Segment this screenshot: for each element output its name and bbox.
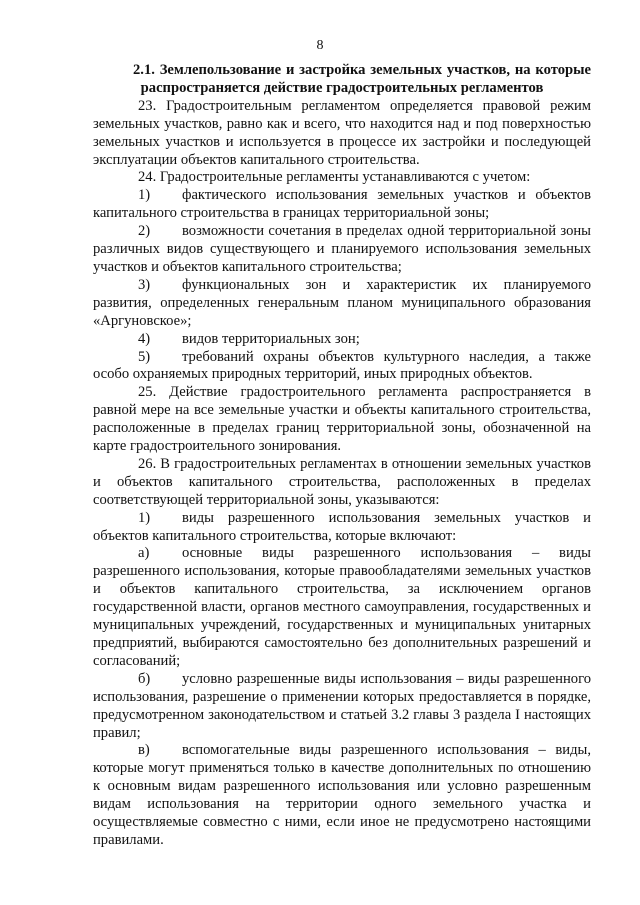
section-heading: 2.1. Землепользование и застройка земельных участков, на которые распространяется действие градостроительных регламентов bbox=[133, 62, 591, 96]
paragraph-25: 25. Действие градостроительного регламента распространяется в равной мере на все земельные участки и объекты капитального строительства, расположенные в пределах границ территориальной зоны, обозначенной на карте градостроительного зонирования. bbox=[93, 384, 591, 455]
paragraph-26: 26. В градостроительных регламентах в отношении земельных участков и объектов капитального строительства, расположенных в пределах соответствующей территориальной зоны, указываются: bbox=[93, 455, 591, 508]
page-number: 8 bbox=[316, 38, 324, 53]
list-item-4: 4) видов территориальных зон; bbox=[138, 330, 360, 347]
document-body bbox=[93, 62, 591, 850]
list-item-b: б) условно разрешенные виды использования – виды разрешенного использования, разрешение о применении которых предоставляется в порядке, предусмотренном законодательством и статьей 3.2 главы 3 раздела I настоящих правил; bbox=[93, 670, 591, 741]
list-item-5: 5) требований охраны объектов культурного наследия, а также особо охраняемых природных территорий, иных природных объектов. bbox=[93, 348, 591, 383]
list-item-a: а) основные виды разрешенного использования – виды разрешенного использования, которые правообладателями земельных участков и объектов капитального строительства, за исключением органов государственной власти, органов местного самоуправления, государственных и муниципальных учреждений, государственных и муниципальных унитарных предприятий, выбираются самостоятельно без дополнительных разрешений и согласований; bbox=[93, 545, 591, 669]
paragraph-24: 24. Градостроительные регламенты устанавливаются с учетом: bbox=[138, 169, 531, 186]
list-item-26-1: 1) виды разрешенного использования земельных участков и объектов капитального строительства, которые включают: bbox=[93, 509, 591, 544]
list-item-v: в) вспомогательные виды разрешенного использования – виды, которые могут применяться только в качестве дополнительных по отношению к основным видам разрешенного использования или условно разрешенным видам использования на территории одного земельного участка и осуществляемые совместно с ними, если иное не предусмотрено настоящими правилами. bbox=[93, 742, 591, 848]
list-item-2: 2) возможности сочетания в пределах одной территориальной зоны различных видов существующего и планируемого использования земельных участков и объектов капитального строительства; bbox=[93, 223, 591, 275]
paragraph-23: 23. Градостроительным регламентом определяется правовой режим земельных участков, равно как и всего, что находится над и под поверхностью земельных участков и используется в процессе их застройки и последующей эксплуатации объектов капитального строительства. bbox=[93, 97, 591, 168]
list-item-3: 3) функциональных зон и характеристик их планируемого развития, определенных генеральным планом муниципального образования «Аргуновское»; bbox=[93, 276, 591, 329]
list-item-1: 1) фактического использования земельных участков и объектов капитального строительства в границах территориальной зоны; bbox=[93, 187, 591, 222]
